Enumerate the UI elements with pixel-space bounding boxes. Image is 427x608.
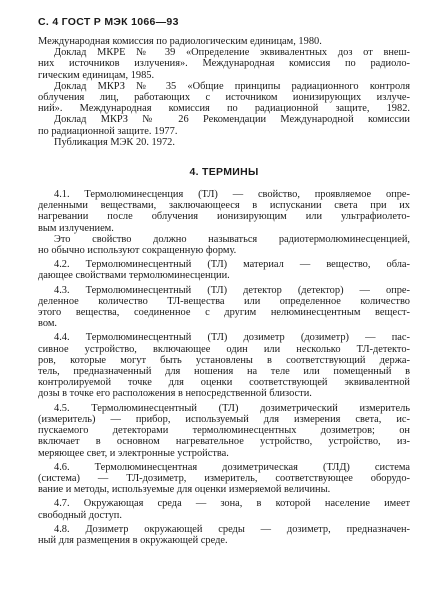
text-line: (измеритель) — прибор, используемый для измерения света, ис-: [38, 413, 410, 425]
text-line: деленными веществами, заключающееся в испускании света при их: [38, 200, 410, 212]
text-line: дающее свойствами термолюминесценции.: [38, 270, 230, 282]
text-line: ний». Международная комиссия по радиационной защите, 1982.: [38, 103, 410, 115]
references-block: [38, 36, 410, 148]
text-line: облучения лиц, работающих с источником ионизирующих излуче-: [38, 92, 410, 104]
text-line: 4.1. Термолюминесценция (ТЛ) — свойство, проявляемое опре-: [54, 189, 410, 201]
text-line: них источников излучения». Международная комиссия по радиоло-: [38, 58, 410, 70]
text-line: 4.5. Термолюминесцентный (ТЛ) дозиметрический измеритель: [54, 402, 410, 414]
text-line: 4.7. Окружающая среда — зона, в которой население имеет: [54, 498, 410, 510]
text-line: Публикация МЭК 20. 1972.: [54, 136, 175, 148]
text-line: этого вещества, соединенное с другим нелюминесцентным вещест-: [38, 307, 410, 319]
document-page: [38, 14, 410, 549]
text-line: ный для размещения в окружающей среде.: [38, 534, 228, 546]
text-line: Доклад МКРЗ № 26 Рекомендации Международной комиссии: [54, 114, 410, 126]
text-line: вание и методы, используемые для оценки измеряемой величины.: [38, 484, 331, 496]
text-line: меряющее свет, и электронные устройства.: [38, 447, 229, 459]
text-line: по радиационной защите. 1977.: [38, 125, 178, 137]
text-line: дозы в точке его расположения в непосредственной близости.: [38, 388, 312, 400]
page-header: С. 4 ГОСТ Р МЭК 1066—93: [38, 16, 179, 28]
term-4-6: [38, 462, 410, 496]
text-line: 4.4. Термолюминесцентный (ТЛ) дозиметр (дозиметр) — пас-: [54, 332, 410, 344]
text-line: 4.8. Дозиметр окружающей среды — дозиметр, предназначен-: [54, 523, 410, 535]
text-line: тель, предназначенный для ношения на теле или помещенный в: [38, 366, 410, 378]
text-line: нагревании после облучения ионизирующим или ультрафиолето-: [38, 211, 410, 223]
text-line: 4.3. Термолюминесцентный (ТЛ) детектор (детектор) — опре-: [54, 284, 410, 296]
term-4-5: [38, 403, 410, 459]
reference-item: [38, 36, 410, 47]
reference-item: [38, 137, 410, 148]
text-line: 4.6. Термолюминесцентная дозиметрическая (ТЛД) система: [54, 461, 410, 473]
term-4-4: [38, 332, 410, 399]
reference-item: [38, 47, 410, 81]
text-line: Доклад МКРЗ № 35 «Общие принципы радиационного контроля: [54, 80, 410, 92]
text-line: 4.2. Термолюминесцентный (ТЛ) материал — вещество, обла-: [54, 259, 410, 271]
text-line: ров, которые могут быть установлены в соответствующий держа-: [38, 354, 410, 366]
term-4-1: [38, 189, 410, 256]
text-line: свободный доступ.: [38, 509, 122, 521]
term-4-3: [38, 285, 410, 330]
text-line: гическим единицам, 1985.: [38, 69, 155, 81]
text-line: (система) — ТЛ-дозиметр, измеритель, соответствующее оборудо-: [38, 472, 410, 484]
reference-item: [38, 81, 410, 115]
text-line: деленное количество ТЛ-вещества или определенное количество: [38, 295, 410, 307]
text-line: сивное устройство, включающее один или несколько ТЛ-детекто-: [38, 343, 410, 355]
text-line: Доклад МКРЕ № 39 «Определение эквивалентных доз от внеш-: [54, 47, 410, 59]
text-line: включает в основном нагревательное устройство, устройство, из-: [38, 436, 410, 448]
text-line: контролируемой точке для оценки соответствующей эквивалентной: [38, 377, 410, 389]
term-4-7: [38, 498, 410, 520]
section-title: 4. ТЕРМИНЫ: [189, 166, 259, 179]
text-line: Международная комиссия по радиологическим единицам, 1980.: [38, 36, 322, 47]
text-line: но обычно используют сокращенную форму.: [38, 245, 237, 257]
text-line: Это свойство должно называться радиотермолюминесценцией,: [54, 233, 410, 245]
term-4-2: [38, 259, 410, 281]
terms-block: [38, 189, 410, 546]
text-line: вым излучением.: [38, 222, 114, 234]
reference-item: [38, 114, 410, 136]
text-line: пускаемого детекторами термолюминесцентных дозиметров; он: [38, 425, 410, 437]
term-4-8: [38, 524, 410, 546]
text-line: вом.: [38, 318, 58, 330]
